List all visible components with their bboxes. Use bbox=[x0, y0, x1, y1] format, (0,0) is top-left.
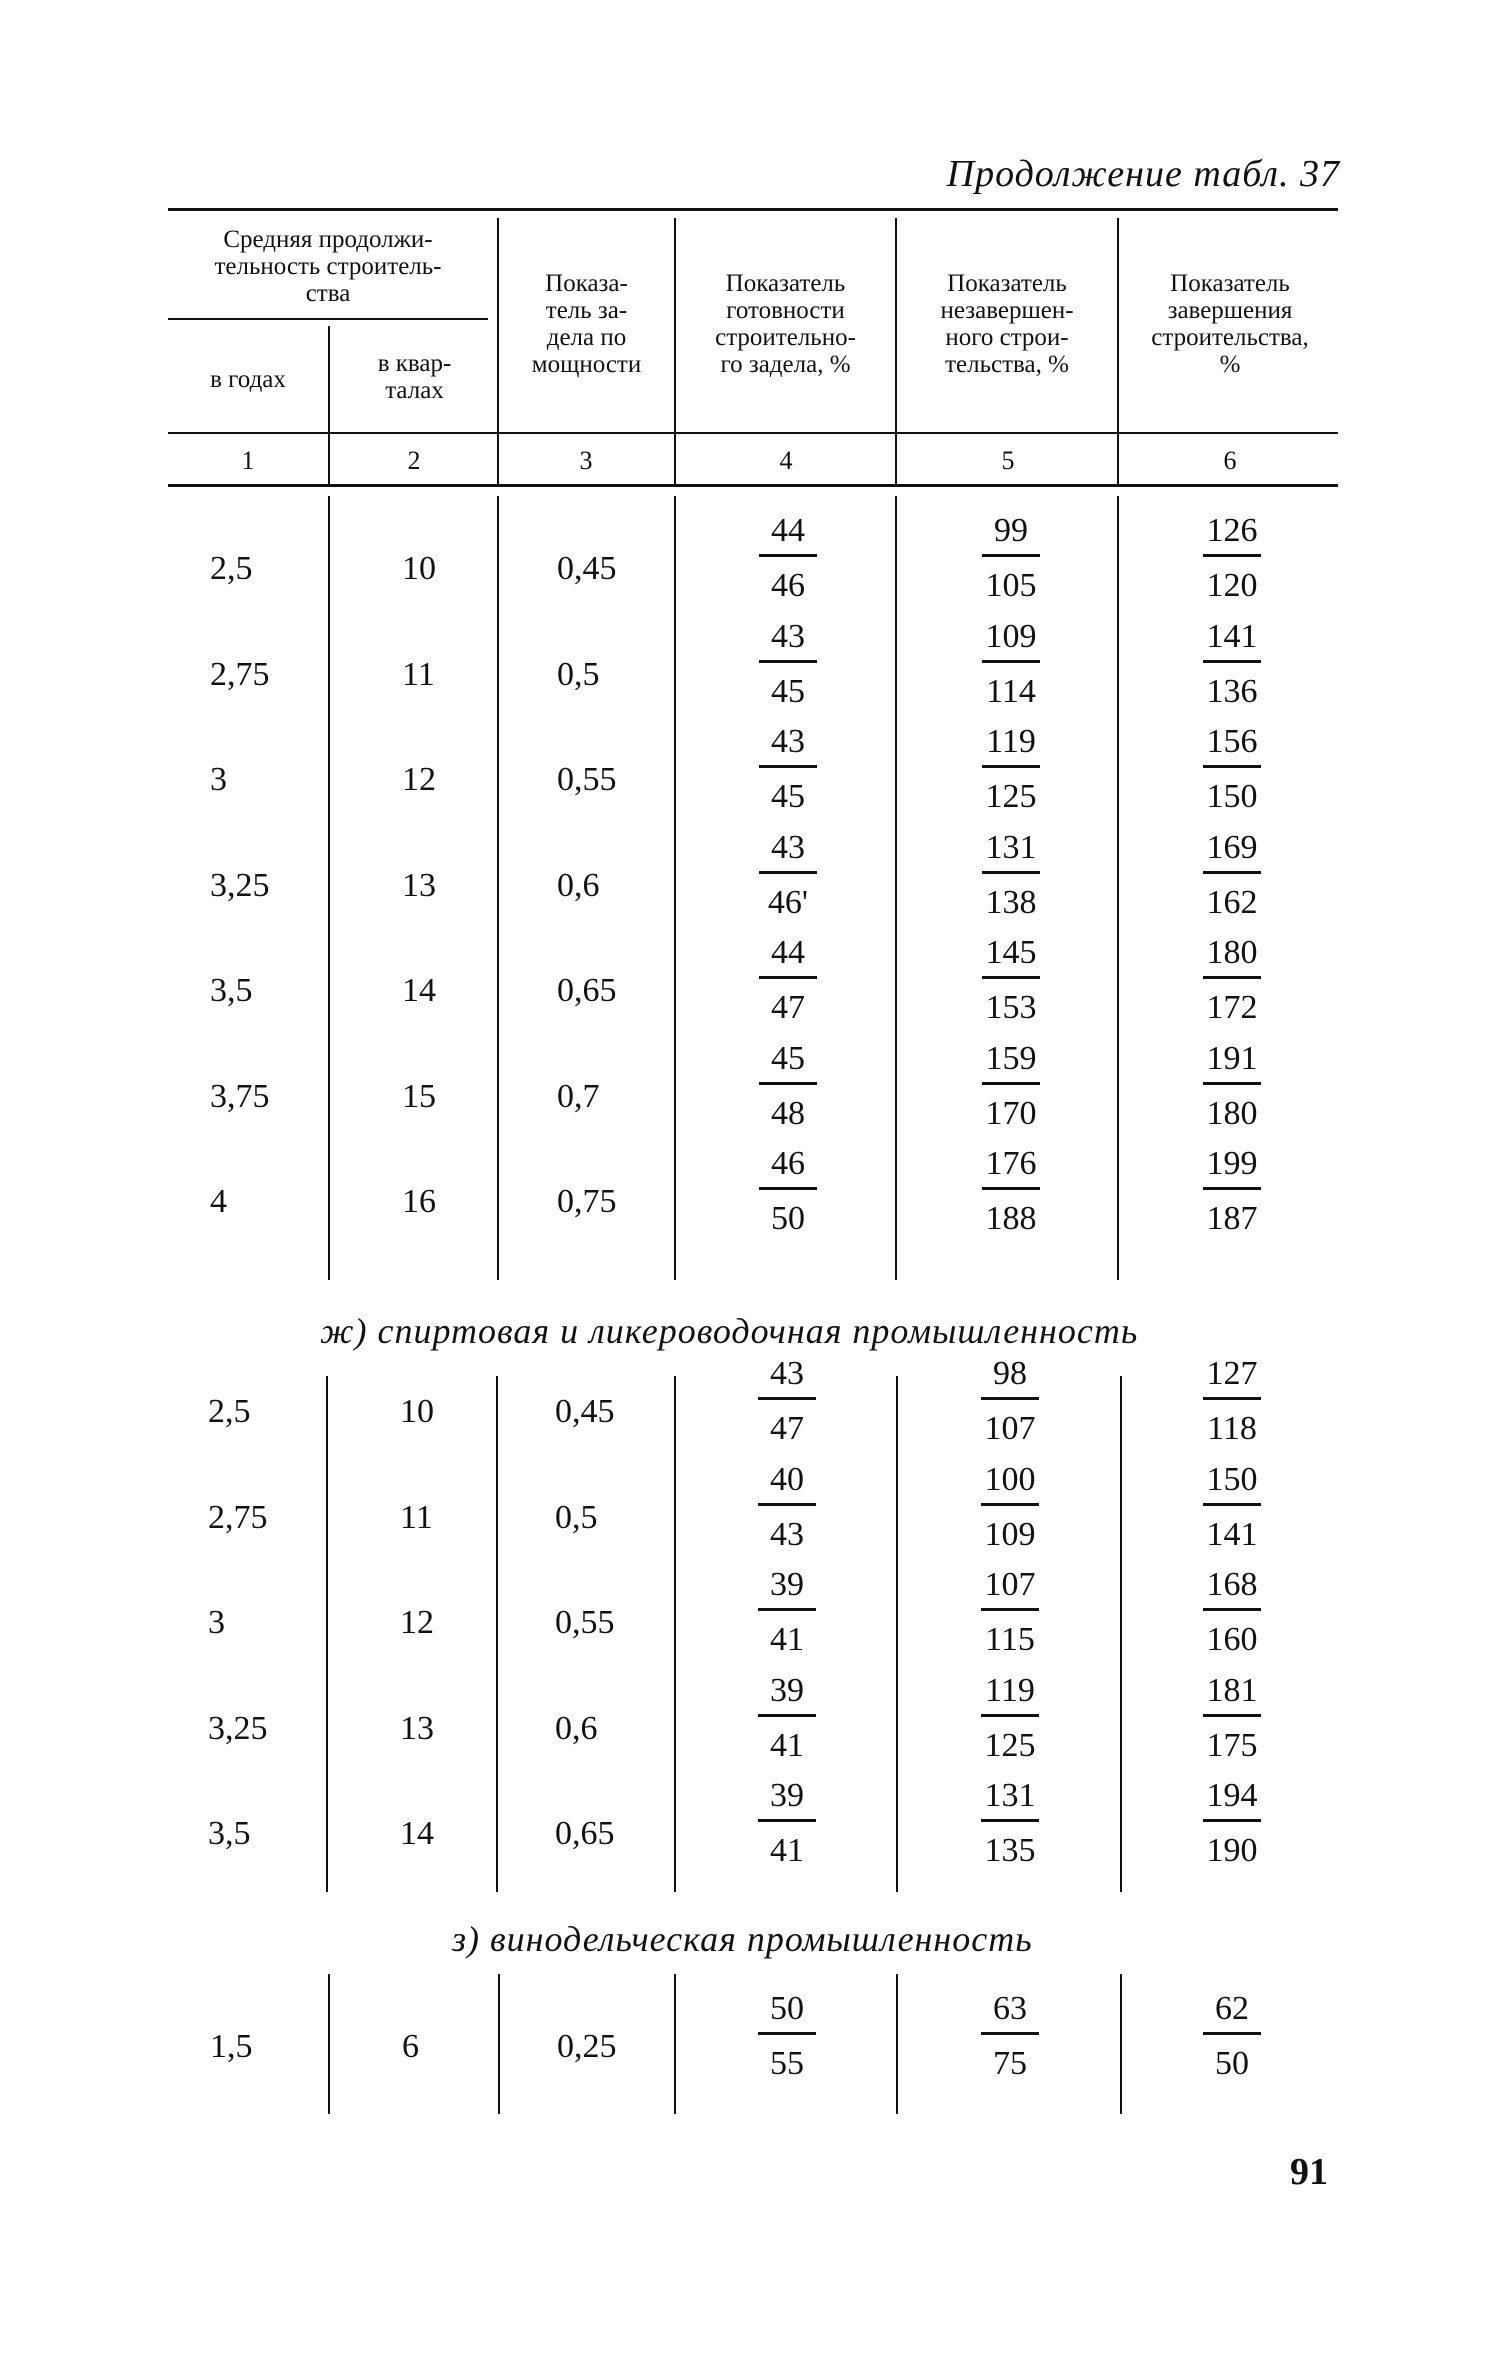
section-heading-wine: з) винодельческая промышленность bbox=[452, 1919, 1033, 1959]
block3-vline-2 bbox=[498, 1974, 500, 2114]
unfinished-fraction-numerator: 99 bbox=[994, 512, 1028, 549]
unfinished-fraction-numerator: 100 bbox=[984, 1460, 1036, 1498]
ready-fraction-numerator: 46 bbox=[771, 1145, 805, 1182]
header-years: в годах bbox=[210, 366, 286, 393]
block2-vline-4 bbox=[896, 1376, 898, 1892]
ready-fraction-denominator: 46 bbox=[771, 567, 805, 604]
quarters-value: 11 bbox=[400, 1498, 433, 1536]
completion-fraction-numerator: 168 bbox=[1206, 1566, 1258, 1603]
numbers-vline-1 bbox=[328, 436, 330, 484]
quarters-value: 13 bbox=[402, 866, 436, 904]
ready-fraction bbox=[727, 1460, 847, 1553]
completion-fraction bbox=[1172, 1779, 1292, 1868]
unfinished-fraction bbox=[951, 1039, 1071, 1132]
ready-fraction-denominator: 46' bbox=[767, 883, 809, 921]
unfinished-fraction-numerator: 131 bbox=[985, 828, 1037, 866]
completion-fraction bbox=[1172, 617, 1292, 710]
unfinished-fraction bbox=[951, 514, 1071, 603]
unfinished-fraction bbox=[951, 617, 1071, 710]
column-number-4: 4 bbox=[779, 446, 793, 475]
ready-fraction-denominator: 48 bbox=[771, 1094, 805, 1132]
block2-vline-5 bbox=[1120, 1376, 1122, 1892]
unfinished-fraction-numerator: 98 bbox=[993, 1355, 1027, 1392]
years-value: 2,5 bbox=[210, 550, 253, 587]
unfinished-fraction-denominator: 153 bbox=[985, 989, 1037, 1026]
power-value: 0,75 bbox=[557, 1183, 617, 1220]
header-vline-1 bbox=[328, 326, 330, 436]
ready-fraction-denominator: 45 bbox=[771, 672, 805, 710]
ready-fraction bbox=[727, 1779, 847, 1868]
unfinished-fraction-denominator: 125 bbox=[984, 1726, 1036, 1764]
block3-vline-5 bbox=[1120, 1974, 1122, 2114]
ready-fraction bbox=[727, 1357, 847, 1446]
completion-fraction-denominator: 175 bbox=[1206, 1726, 1258, 1764]
power-value: 0,7 bbox=[557, 1077, 600, 1115]
completion-fraction-denominator: 190 bbox=[1206, 1832, 1258, 1869]
block1-vline-3 bbox=[674, 496, 676, 1280]
numbers-vline-3 bbox=[674, 436, 676, 484]
unfinished-fraction bbox=[951, 1147, 1071, 1236]
column-number-2: 2 bbox=[407, 446, 421, 475]
completion-fraction-denominator: 150 bbox=[1206, 778, 1258, 815]
unfinished-fraction bbox=[951, 828, 1071, 921]
ready-fraction-denominator: 47 bbox=[770, 1410, 804, 1447]
block2-vline-3 bbox=[674, 1376, 676, 1892]
ready-fraction-numerator: 39 bbox=[770, 1566, 804, 1603]
unfinished-fraction-denominator: 188 bbox=[985, 1200, 1037, 1237]
completion-fraction-numerator: 127 bbox=[1206, 1355, 1258, 1392]
unfinished-fraction bbox=[951, 725, 1071, 814]
ready-fraction-denominator: 50 bbox=[771, 1200, 805, 1237]
completion-fraction bbox=[1172, 1671, 1292, 1764]
unfinished-fraction-numerator: 119 bbox=[986, 723, 1036, 760]
years-value: 2,5 bbox=[208, 1393, 251, 1430]
header-bottom-rule bbox=[168, 432, 1338, 434]
power-value: 0,55 bbox=[557, 761, 617, 798]
completion-fraction bbox=[1172, 1357, 1292, 1446]
unfinished-fraction-numerator: 109 bbox=[985, 617, 1037, 655]
unfinished-fraction bbox=[950, 1357, 1070, 1446]
quarters-value: 14 bbox=[402, 972, 436, 1009]
page-number: 91 bbox=[1290, 2151, 1328, 2193]
completion-fraction-denominator: 118 bbox=[1207, 1410, 1257, 1447]
header-group-title: Средняя продолжи- тельность строитель- ства bbox=[214, 226, 442, 307]
block3-vline-4 bbox=[896, 1974, 898, 2114]
ready-fraction-denominator: 41 bbox=[770, 1726, 804, 1764]
unfinished-fraction-denominator: 114 bbox=[986, 672, 1036, 710]
years-value: 4 bbox=[210, 1183, 227, 1220]
unfinished-fraction-denominator: 105 bbox=[985, 567, 1037, 604]
quarters-value: 6 bbox=[402, 2028, 419, 2065]
unfinished-fraction-numerator: 119 bbox=[985, 1671, 1035, 1709]
ready-fraction bbox=[727, 1671, 847, 1764]
completion-fraction bbox=[1172, 514, 1292, 603]
unfinished-fraction-numerator: 107 bbox=[984, 1566, 1036, 1603]
completion-fraction bbox=[1172, 1460, 1292, 1553]
ready-fraction-numerator: 50 bbox=[770, 1990, 804, 2027]
quarters-value: 13 bbox=[400, 1709, 434, 1747]
completion-fraction-numerator: 156 bbox=[1206, 723, 1258, 760]
years-value: 3 bbox=[208, 1604, 225, 1641]
years-value: 3,75 bbox=[210, 1077, 270, 1115]
unfinished-fraction-denominator: 125 bbox=[985, 778, 1037, 815]
completion-fraction bbox=[1172, 1992, 1292, 2081]
ready-fraction-numerator: 45 bbox=[771, 1039, 805, 1077]
header-completion: Показатель завершения строительства, % bbox=[1151, 270, 1309, 378]
ready-fraction-denominator: 45 bbox=[771, 778, 805, 815]
ready-fraction bbox=[727, 1992, 847, 2081]
quarters-value: 14 bbox=[400, 1815, 434, 1852]
ready-fraction-denominator: 47 bbox=[771, 989, 805, 1026]
block1-vline-1 bbox=[328, 496, 330, 1280]
unfinished-fraction bbox=[950, 1779, 1070, 1868]
completion-fraction bbox=[1172, 1039, 1292, 1132]
ready-fraction-numerator: 44 bbox=[771, 934, 805, 971]
unfinished-fraction-denominator: 107 bbox=[984, 1410, 1036, 1447]
completion-fraction bbox=[1172, 936, 1292, 1025]
unfinished-fraction bbox=[950, 1568, 1070, 1657]
completion-fraction-numerator: 126 bbox=[1206, 512, 1258, 549]
years-value: 3,25 bbox=[208, 1709, 268, 1747]
quarters-value: 15 bbox=[402, 1077, 436, 1115]
block1-vline-4 bbox=[895, 496, 897, 1280]
completion-fraction bbox=[1172, 725, 1292, 814]
years-value: 2,75 bbox=[210, 655, 270, 693]
column-number-3: 3 bbox=[579, 446, 593, 475]
ready-fraction-numerator: 39 bbox=[770, 1671, 804, 1709]
completion-fraction-denominator: 162 bbox=[1206, 883, 1258, 921]
power-value: 0,5 bbox=[555, 1498, 598, 1536]
ready-fraction-numerator: 43 bbox=[771, 723, 805, 760]
completion-fraction-denominator: 180 bbox=[1206, 1094, 1258, 1132]
power-value: 0,65 bbox=[555, 1815, 615, 1852]
ready-fraction bbox=[728, 1147, 848, 1236]
section-heading-spirits: ж) спиртовая и ликероводочная промышленность bbox=[320, 1311, 1139, 1351]
power-value: 0,5 bbox=[557, 655, 600, 693]
completion-fraction-numerator: 169 bbox=[1206, 828, 1258, 866]
ready-fraction bbox=[728, 617, 848, 710]
quarters-value: 16 bbox=[402, 1183, 436, 1220]
ready-fraction-denominator: 43 bbox=[770, 1515, 804, 1553]
numbers-vline-5 bbox=[1117, 436, 1119, 484]
quarters-value: 12 bbox=[400, 1604, 434, 1641]
power-value: 0,6 bbox=[557, 866, 600, 904]
power-value: 0,65 bbox=[557, 972, 617, 1009]
unfinished-fraction-numerator: 63 bbox=[993, 1990, 1027, 2027]
ready-fraction bbox=[728, 514, 848, 603]
ready-fraction bbox=[728, 725, 848, 814]
unfinished-fraction-denominator: 135 bbox=[984, 1832, 1036, 1869]
years-value: 3,5 bbox=[208, 1815, 251, 1852]
block1-vline-5 bbox=[1117, 496, 1119, 1280]
power-value: 0,45 bbox=[555, 1393, 615, 1430]
completion-fraction-denominator: 187 bbox=[1206, 1200, 1258, 1237]
header-unfinished: Показатель незавершен- ного строи- тельства, % bbox=[940, 270, 1074, 378]
unfinished-fraction-numerator: 131 bbox=[984, 1777, 1036, 1814]
ready-fraction-numerator: 40 bbox=[770, 1460, 804, 1498]
unfinished-fraction-denominator: 170 bbox=[985, 1094, 1037, 1132]
header-quarters: в квар- талах bbox=[377, 350, 452, 404]
ready-fraction bbox=[728, 828, 848, 921]
completion-fraction-numerator: 181 bbox=[1206, 1671, 1258, 1709]
completion-fraction-denominator: 160 bbox=[1206, 1621, 1258, 1658]
years-value: 1,5 bbox=[210, 2028, 253, 2065]
header-group-underline bbox=[168, 318, 488, 320]
unfinished-fraction bbox=[950, 1992, 1070, 2081]
completion-fraction-denominator: 136 bbox=[1206, 672, 1258, 710]
power-value: 0,25 bbox=[557, 2028, 617, 2065]
block3-vline-3 bbox=[674, 1974, 676, 2114]
completion-fraction bbox=[1172, 828, 1292, 921]
numbers-vline-4 bbox=[895, 436, 897, 484]
years-value: 3 bbox=[210, 761, 227, 798]
completion-fraction-numerator: 62 bbox=[1215, 1990, 1249, 2027]
numbers-vline-2 bbox=[497, 436, 499, 484]
ready-fraction-denominator: 41 bbox=[770, 1832, 804, 1869]
power-value: 0,45 bbox=[557, 550, 617, 587]
column-number-1: 1 bbox=[241, 446, 255, 475]
unfinished-fraction-denominator: 109 bbox=[984, 1515, 1036, 1553]
quarters-value: 11 bbox=[402, 655, 435, 693]
block1-vline-2 bbox=[497, 496, 499, 1280]
unfinished-fraction-denominator: 115 bbox=[985, 1621, 1035, 1658]
ready-fraction-numerator: 43 bbox=[771, 828, 805, 866]
completion-fraction-numerator: 150 bbox=[1206, 1460, 1258, 1498]
completion-fraction-numerator: 191 bbox=[1206, 1039, 1258, 1077]
numbers-bottom-rule bbox=[168, 484, 1338, 487]
quarters-value: 12 bbox=[402, 761, 436, 798]
completion-fraction-denominator: 120 bbox=[1206, 567, 1258, 604]
column-number-5: 5 bbox=[1001, 446, 1015, 475]
table-top-rule bbox=[168, 208, 1338, 211]
completion-fraction-numerator: 194 bbox=[1206, 1777, 1258, 1814]
header-ready: Показатель готовности строительно- го задела, % bbox=[715, 270, 856, 378]
completion-fraction-numerator: 141 bbox=[1206, 617, 1258, 655]
completion-fraction bbox=[1172, 1568, 1292, 1657]
ready-fraction bbox=[728, 936, 848, 1025]
unfinished-fraction-denominator: 138 bbox=[985, 883, 1037, 921]
unfinished-fraction-numerator: 159 bbox=[985, 1039, 1037, 1077]
completion-fraction-numerator: 180 bbox=[1206, 934, 1258, 971]
power-value: 0,6 bbox=[555, 1709, 598, 1747]
ready-fraction-numerator: 39 bbox=[770, 1777, 804, 1814]
block3-vline-1 bbox=[328, 1974, 330, 2114]
ready-fraction-denominator: 41 bbox=[770, 1621, 804, 1658]
completion-fraction bbox=[1172, 1147, 1292, 1236]
ready-fraction bbox=[728, 1039, 848, 1132]
quarters-value: 10 bbox=[402, 550, 436, 587]
years-value: 3,5 bbox=[210, 972, 253, 1009]
completion-fraction-denominator: 141 bbox=[1206, 1515, 1258, 1553]
column-number-6: 6 bbox=[1223, 446, 1237, 475]
header-power: Показа- тель за- дела по мощности bbox=[531, 270, 642, 378]
unfinished-fraction-numerator: 176 bbox=[985, 1145, 1037, 1182]
unfinished-fraction bbox=[951, 936, 1071, 1025]
unfinished-fraction-numerator: 145 bbox=[985, 934, 1037, 971]
table-caption: Продолжение табл. 37 bbox=[946, 153, 1340, 195]
block2-vline-1 bbox=[326, 1376, 328, 1892]
power-value: 0,55 bbox=[555, 1604, 615, 1641]
completion-fraction-denominator: 50 bbox=[1215, 2045, 1249, 2082]
ready-fraction-denominator: 55 bbox=[770, 2045, 804, 2082]
completion-fraction-numerator: 199 bbox=[1206, 1145, 1258, 1182]
ready-fraction-numerator: 43 bbox=[771, 617, 805, 655]
ready-fraction bbox=[727, 1568, 847, 1657]
years-value: 2,75 bbox=[208, 1498, 268, 1536]
completion-fraction-denominator: 172 bbox=[1206, 989, 1258, 1026]
years-value: 3,25 bbox=[210, 866, 270, 904]
unfinished-fraction bbox=[950, 1460, 1070, 1553]
quarters-value: 10 bbox=[400, 1393, 434, 1430]
ready-fraction-numerator: 44 bbox=[771, 512, 805, 549]
block2-vline-2 bbox=[496, 1376, 498, 1892]
ready-fraction-numerator: 43 bbox=[770, 1355, 804, 1392]
unfinished-fraction bbox=[950, 1671, 1070, 1764]
unfinished-fraction-denominator: 75 bbox=[993, 2045, 1027, 2082]
